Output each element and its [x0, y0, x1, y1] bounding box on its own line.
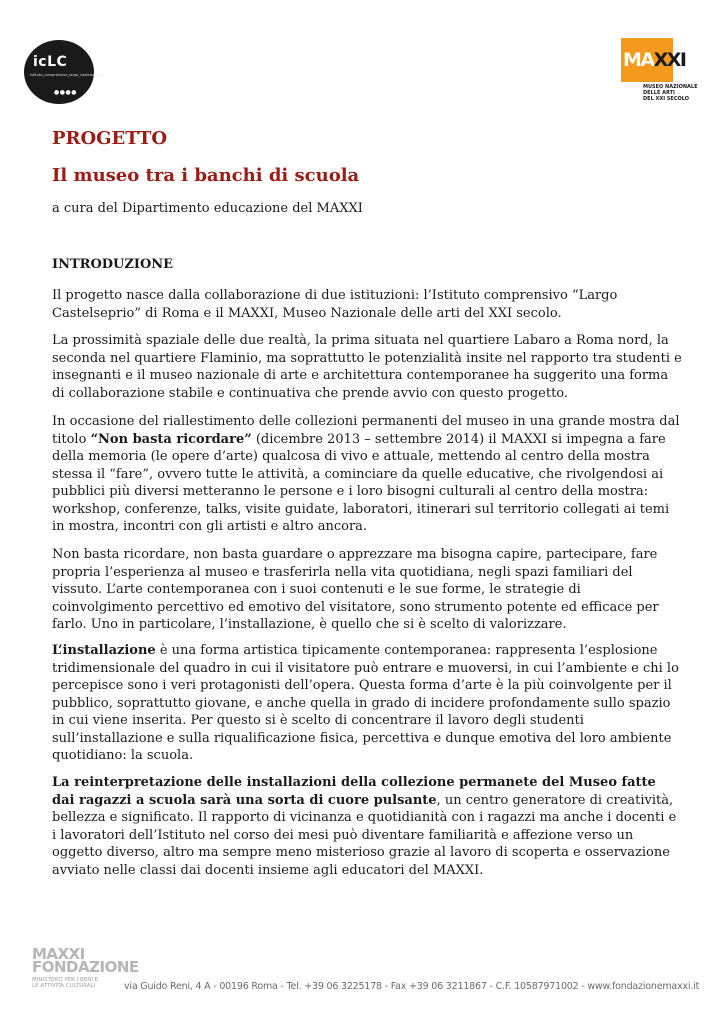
iclc-logo-tagline: istituto_comprensivo_largo_castelseprio: [30, 73, 102, 77]
installazione-term: L’installazione: [52, 643, 156, 658]
paragraph-6-emphasis: La reinterpretazione delle installazioni della collezione permanete del Museo fatte dai ragazzi a scuola sarà una sorta di cuore pulsante: [52, 775, 656, 808]
section-heading-introduzione: INTRODUZIONE: [52, 257, 174, 272]
document-subtitle: a cura del Dipartimento educazione del MAXXI: [52, 201, 363, 216]
exhibition-title: “Non basta ricordare”: [90, 431, 252, 447]
maxxi-logo: [621, 38, 701, 110]
paragraph-3: In occasione del riallestimento delle collezioni permanenti del museo in una grande mostra dal titolo “Non basta ricordare” (dicembre 2013 – settembre 2014) il MAXXI si impegna a fare della memoria (le opere d’arte) qualcosa di vivo e attuale, mettendo al centro della mostra stessa il “fare”, ovvero tutte le attività, a cominciare da quelle educative, che rivolgendosi ai pubblici più diversi metteranno le persone e i loro bisogni culturali al centro della mostra: workshop, conferenze, talks, visite guidate, laboratori, itinerari sul territorio collegati ai temi in mostra, incontri con gli artisti e altro ancora.: [52, 414, 680, 534]
fondazione-maxxi-logo: MAXXI FONDAZIONE MINISTERO PER I BENI E LE ATTIVITÀ CULTURALI: [32, 945, 139, 990]
iclc-logo-dots: ●●●●: [54, 89, 77, 96]
iclc-logo: [24, 40, 102, 104]
document-title: Il museo tra i banchi di scuola: [52, 165, 360, 186]
document-heading: PROGETTO: [52, 128, 168, 149]
paragraph-1: Il progetto nasce dalla collaborazione di due istituzioni: l’Istituto comprensivo “Largo Castelseprio” di Roma e il MAXXI, Museo Nazionale delle arti del XXI secolo.: [52, 288, 618, 321]
maxxi-logo-wordmark: MAXXI: [623, 49, 686, 71]
iclc-logo-wordmark: icLC: [33, 54, 68, 70]
paragraph-6: La reinterpretazione delle installazioni della collezione permanete del Museo fatte dai ragazzi a scuola sarà una sorta di cuore pulsante, un centro generatore di creatività, bellezza e significato. Il rapporto di vicinanza e quotidianità con i ragazzi ma anche i docenti e i lavoratori dell’Istituto nel corso dei mesi può diventare familiarità e affezione verso un oggetto diverso, altro ma sempre meno misterioso grazie al lavoro di scoperta e osservazione avviato nelle classi dai docenti insieme agli educatori del MAXXI.: [52, 775, 677, 878]
maxxi-logo-caption: MUSEO NAZIONALE DELLE ARTI DEL XXI SECOLO: [643, 84, 698, 103]
paragraph-2: La prossimità spaziale delle due realtà, la prima situata nel quartiere Labaro a Roma nord, la seconda nel quartiere Flaminio, ma soprattutto le potenzialità insite nel rapporto tra studenti e insegnanti e il museo nazionale di arte e architettura contemporanee ha suggerito una forma di collaborazione stabile e continuativa che prende avvio con questo progetto.: [52, 333, 682, 401]
paragraph-4: Non basta ricordare, non basta guardare o apprezzare ma bisogna capire, partecipare, fare propria l’esperienza al museo e trasferirla nella vita quotidiana, negli spazi familiari del vissuto. L’arte contemporanea con i suoi contenuti e le sue forme, le strategie di coinvolgimento percettivo ed emotivo del visitatore, sono strumento potente ed efficace per farlo. Uno in particolare, l’installazione, è quello che si è scelto di valorizzare.: [52, 547, 659, 632]
paragraph-5: L’installazione è una forma artistica tipicamente contemporanea: rappresenta l’esplosione tridimensionale del quadro in cui il visitatore può entrare e muoversi, in cui l’ambiente e chi lo percepisce sono i veri protagonisti dell’opera. Questa forma d’arte è la più coinvolgente per il pubblico, soprattutto giovane, e anche quella in grado di incidere profondamente sullo spazio in cui viene inserita. Per questo si è scelto di concentrare il lavoro degli studenti sull’installazione e sulla riqualificazione fisica, percettiva e dunque emotiva del loro ambiente quotidiano: la scuola.: [52, 643, 679, 763]
footer-address: via Guido Reni, 4 A - 00196 Roma - Tel. +39 06 3225178 - Fax +39 06 3211867 - C.F. 10587971002 - www.fondazionemaxxi.it: [124, 981, 700, 992]
